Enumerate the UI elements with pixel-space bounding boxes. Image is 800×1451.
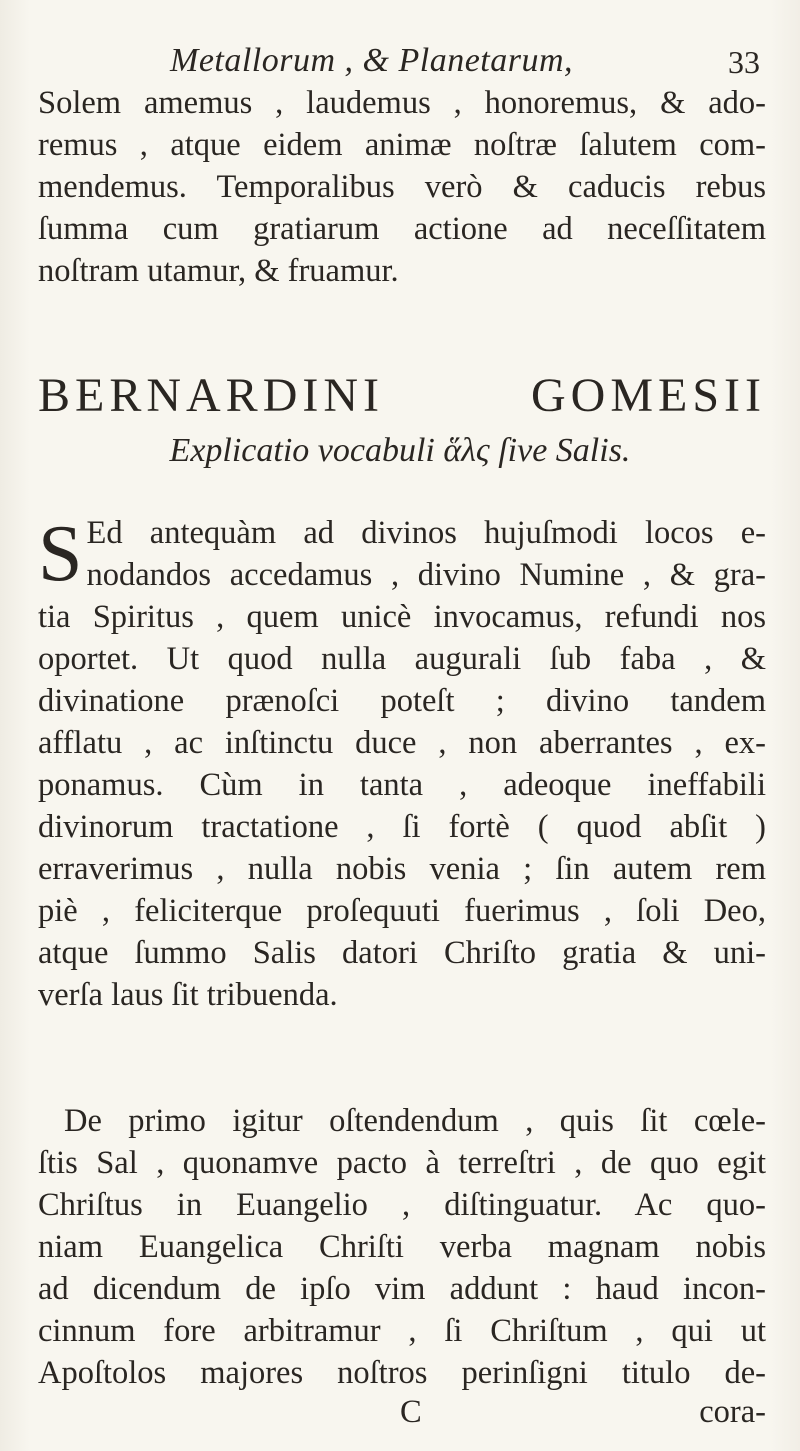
text-line: De primo igitur oſtendendum , quis ſit cœle- <box>64 1103 766 1139</box>
page-number: 33 <box>728 44 760 80</box>
paragraph-closing <box>38 82 766 292</box>
running-title: Metallorum , & Planetarum, <box>170 42 574 79</box>
text-line: mendemus. Temporalibus verò & caducis rebus <box>38 169 766 205</box>
page-footer <box>38 1394 766 1436</box>
text-line: divinorum tractatione , ſi fortè ( quod abſit ) <box>38 809 766 845</box>
text-line: piè , feliciterque proſequuti fuerimus , ſoli Deo, <box>38 893 766 929</box>
signature-mark: C <box>400 1394 422 1430</box>
text-line: Apoſtolos majores noſtros perinſigni titulo de- <box>38 1355 766 1391</box>
text-line: noſtram utamur, & fruamur. <box>38 253 399 289</box>
text-line: Chriſtus in Euangelio , diſtinguatur. Ac quo- <box>38 1187 766 1223</box>
text-line: niam Euangelica Chriſti verba magnam nobis <box>38 1229 766 1265</box>
text-line: nodandos accedamus , divino Numine , & gra- <box>86 557 766 593</box>
text-line: cinnum fore arbitramur , ſi Chriſtum , qui ut <box>38 1313 766 1349</box>
text-line: ſtis Sal , quonamve pacto à terreſtri , de quo egit <box>38 1145 766 1181</box>
text-line: divinatione prænoſci poteſt ; divino tandem <box>38 683 766 719</box>
text-line: erraverimus , nulla nobis venia ; ſin autem rem <box>38 851 766 887</box>
paragraph-body-end <box>38 1352 766 1394</box>
text-line: ſumma cum gratiarum actione ad neceſſitatem <box>38 211 766 247</box>
text-line: ad dicendum de ipſo vim addunt : haud incon- <box>38 1271 766 1307</box>
text-line: verſa laus ſit tribuenda. <box>38 977 338 1013</box>
section-heading: BERNARDINI GOMESII <box>38 369 766 422</box>
text-line: tia Spiritus , quem unicè invocamus, refundi nos <box>38 599 766 635</box>
text-line: atque ſummo Salis datori Chriſto gratia & uni- <box>38 935 766 971</box>
paragraph-body <box>38 1100 766 1352</box>
text-line: Ed antequàm ad divinos hujuſmodi locos e- <box>86 515 766 551</box>
catchword: cora- <box>699 1394 766 1430</box>
text-line: Solem amemus , laudemus , honoremus, & ado- <box>38 85 766 121</box>
text-line: remus , atque eidem animæ noſtræ ſalutem com- <box>38 127 766 163</box>
paragraph-opening <box>38 512 766 1016</box>
text-line: oportet. Ut quod nulla augurali ſub faba , & <box>38 641 766 677</box>
drop-cap: S <box>38 510 83 598</box>
text-line: afflatu , ac inſtinctu duce , non aberrantes , ex- <box>38 725 766 761</box>
text-line: ponamus. Cùm in tanta , adeoque ineffabili <box>38 767 766 803</box>
section-subheading: Explicatio vocabuli ἅλς ſive Salis. <box>169 432 631 469</box>
